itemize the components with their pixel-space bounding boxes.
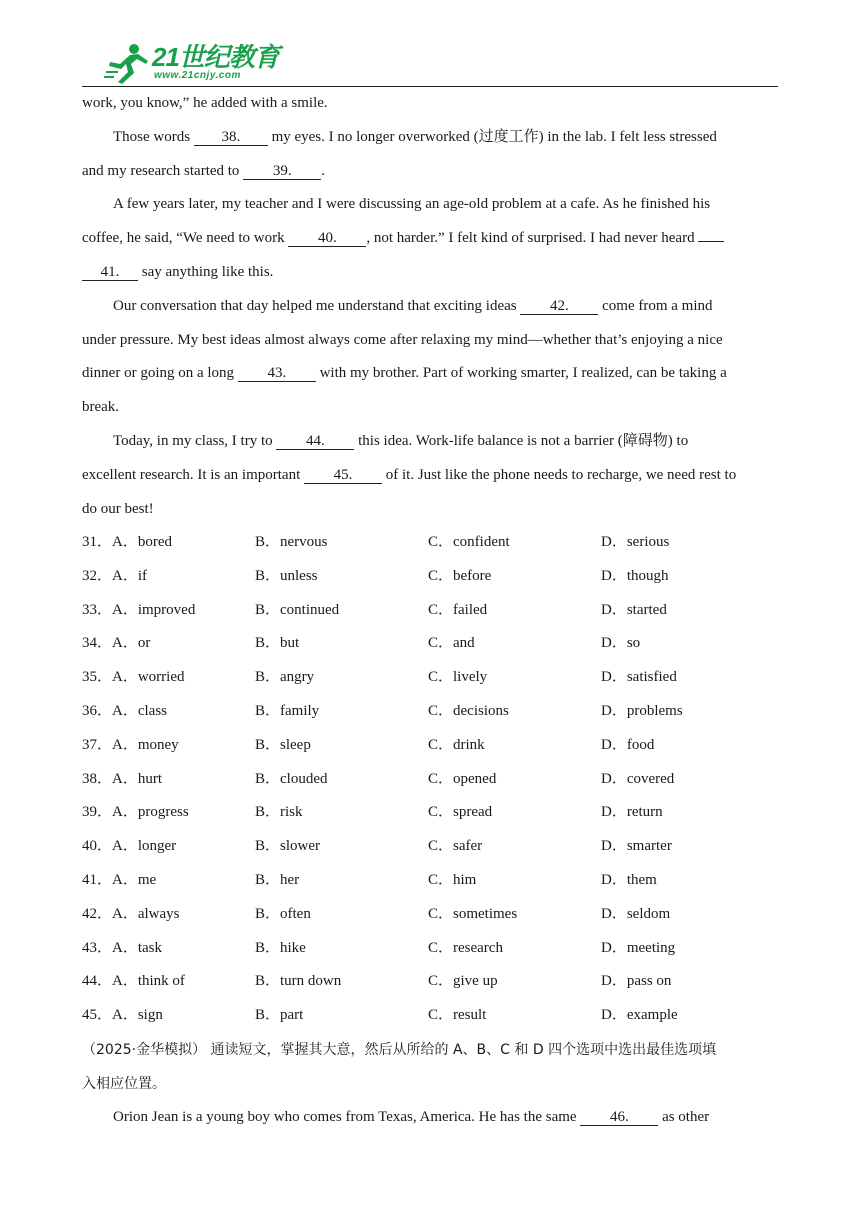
question-number: 33． (82, 601, 113, 618)
option-b[interactable]: B．her (255, 871, 300, 888)
question-number: 38． (82, 770, 113, 787)
option-c[interactable]: C．opened (428, 770, 497, 787)
blank-41-start (698, 241, 724, 242)
option-a-text[interactable]: A．if (112, 567, 148, 584)
option-c[interactable]: C．research (428, 939, 503, 956)
option-d[interactable]: D．pass on (601, 973, 672, 990)
option-d[interactable]: D．started (601, 601, 667, 618)
option-row (82, 627, 782, 661)
option-row (82, 965, 782, 999)
answer-options (82, 526, 782, 1033)
question-number: 40． (82, 838, 113, 855)
option-row (82, 594, 782, 628)
option-c[interactable]: C．and (428, 635, 475, 652)
option-a-text[interactable]: A．improved (112, 601, 196, 618)
question-number: 44． (82, 973, 113, 990)
question-number: 34． (82, 635, 113, 652)
passage-line: excellent research. It is an important 45. of it. Just like the phone needs to recharge, we need rest to (82, 466, 737, 483)
option-b[interactable]: B．family (255, 702, 320, 719)
passage-line: Orion Jean is a young boy who comes from Texas, America. He has the same 46. as other (113, 1109, 710, 1125)
option-a[interactable] (82, 763, 162, 797)
question-number: 43． (82, 939, 113, 956)
page-header (82, 38, 778, 87)
option-a-text[interactable]: A．think of (112, 973, 185, 990)
question-number: 42． (82, 905, 113, 922)
option-a[interactable] (82, 526, 172, 560)
option-a-text[interactable]: A．money (112, 736, 179, 753)
option-d[interactable]: D．seldom (601, 905, 671, 922)
option-d[interactable]: D．example (601, 1007, 678, 1024)
question-number: 35． (82, 669, 113, 686)
option-b[interactable]: B．unless (255, 567, 318, 584)
option-d[interactable]: D．return (601, 804, 663, 821)
option-a[interactable] (82, 965, 185, 999)
option-b[interactable]: B．but (255, 635, 300, 652)
blank-40: 40. (288, 230, 366, 247)
option-c[interactable]: C．decisions (428, 702, 509, 719)
logo-url-text: www.21cnjy.com (154, 70, 241, 81)
option-row (82, 695, 782, 729)
option-a[interactable] (82, 560, 147, 594)
passage-line: 41. say anything like this. (82, 256, 782, 290)
question-number: 37． (82, 736, 113, 753)
option-a-text[interactable]: A．always (112, 905, 180, 922)
option-b[interactable]: B．hike (255, 939, 306, 956)
option-d[interactable]: D．so (601, 635, 641, 652)
question-number: 39． (82, 804, 113, 821)
option-d[interactable]: D．satisfied (601, 669, 677, 686)
passage-line: do our best! (82, 500, 154, 517)
option-d[interactable]: D．them (601, 871, 657, 888)
option-b[interactable]: B．sleep (255, 736, 311, 753)
instruction-line: 入相应位置。 (82, 1075, 166, 1092)
option-a[interactable] (82, 864, 156, 898)
option-b[interactable]: B．often (255, 905, 311, 922)
passage-line: work, you know,” he added with a smile. (82, 95, 328, 111)
passage-line: Today, in my class, I try to 44. this idea. Work-life balance is not a barrier (障碍物) to (113, 432, 689, 449)
option-a[interactable] (82, 898, 180, 932)
passage-line: Those words 38. my eyes. I no longer overworked (过度工作) in the lab. I felt less stressed (113, 128, 717, 145)
option-row (82, 796, 782, 830)
option-c[interactable]: C．safer (428, 838, 483, 855)
next-passage (82, 1101, 782, 1135)
option-a-text[interactable]: A．worried (112, 669, 185, 686)
option-a-text[interactable]: A．bored (112, 534, 173, 550)
option-a[interactable] (82, 796, 189, 830)
passage-line: break. (82, 399, 120, 416)
blank-44: 44. (276, 433, 354, 450)
option-c[interactable]: C．result (428, 1007, 487, 1024)
option-a[interactable] (82, 627, 150, 661)
option-a[interactable] (82, 594, 195, 628)
option-a-text[interactable]: A．or (112, 635, 151, 652)
option-a[interactable] (82, 932, 162, 966)
option-row (82, 661, 782, 695)
option-c[interactable]: C．sometimes (428, 905, 518, 922)
option-row (82, 526, 782, 560)
option-a-text[interactable]: A．me (112, 871, 157, 888)
passage-line: under pressure. My best ideas almost always come after relaxing my mind—whether that’s enjoying a nice (82, 331, 723, 348)
question-number: 45． (82, 1007, 113, 1024)
blank-38: 38. (194, 129, 268, 146)
option-b[interactable]: B．risk (255, 804, 303, 821)
option-a[interactable] (82, 661, 185, 695)
option-a[interactable] (82, 695, 167, 729)
option-a-text[interactable]: A．progress (112, 804, 189, 821)
option-d[interactable]: D．covered (601, 770, 675, 787)
option-a-text[interactable]: A．class (112, 702, 168, 719)
question-number: 31． (82, 534, 113, 550)
site-logo (104, 42, 304, 84)
option-d[interactable]: D．serious (601, 534, 670, 550)
option-d[interactable]: D．problems (601, 702, 683, 719)
option-a-text[interactable]: A．longer (112, 838, 177, 855)
option-row (82, 932, 782, 966)
option-c[interactable]: C．give up (428, 973, 498, 990)
option-row (82, 763, 782, 797)
option-b[interactable]: B．nervous (255, 534, 328, 550)
option-c[interactable]: C．before (428, 567, 492, 584)
blank-45: 45. (304, 467, 382, 484)
question-number: 36． (82, 702, 113, 719)
option-a[interactable] (82, 729, 179, 763)
question-number: 32． (82, 567, 113, 584)
blank-39: 39. (243, 163, 321, 180)
option-a-text[interactable]: A．hurt (112, 770, 163, 787)
passage (82, 87, 782, 526)
option-row (82, 830, 782, 864)
option-c[interactable]: C．him (428, 871, 477, 888)
blank-46: 46. (580, 1109, 658, 1126)
option-row (82, 999, 782, 1033)
blank-43: 43. (238, 365, 316, 382)
option-b[interactable]: B．angry (255, 669, 315, 686)
option-b[interactable]: B．slower (255, 838, 320, 855)
question-number: 41． (82, 871, 113, 888)
option-row (82, 729, 782, 763)
option-a-text[interactable]: A．sign (112, 1007, 163, 1024)
option-c[interactable]: C．spread (428, 804, 493, 821)
logo-main-text: 21世纪教育 (152, 42, 279, 72)
option-b[interactable]: B．part (255, 1007, 304, 1024)
instruction-line: （2025·金华模拟） 通读短文，掌握其大意，然后从所给的 A、B、C 和 D 四个选项中选出最佳选项填 (82, 1042, 717, 1058)
option-c[interactable]: C．drink (428, 736, 485, 753)
option-row (82, 898, 782, 932)
option-b[interactable]: B．continued (255, 601, 340, 618)
option-row (82, 560, 782, 594)
blank-41: 41. (82, 264, 138, 281)
option-a[interactable] (82, 999, 163, 1033)
option-row (82, 864, 782, 898)
passage-line: and my research started to 39. . (82, 162, 325, 179)
passage-line: dinner or going on a long 43. with my brother. Part of working smarter, I realized, can be taking a (82, 365, 727, 382)
option-c[interactable]: C．failed (428, 601, 488, 618)
passage-line: A few years later, my teacher and I were discussing an age-old problem at a cafe. As he finished his (113, 196, 711, 213)
option-c[interactable]: C．confident (428, 534, 510, 550)
option-d[interactable]: D．smarter (601, 838, 672, 855)
option-b[interactable]: B．clouded (255, 770, 328, 787)
passage-line: coffee, he said, “We need to work 40. , not harder.” I felt kind of surprised. I had never heard (82, 222, 782, 256)
blank-42: 42. (520, 298, 598, 315)
passage-line: Our conversation that day helped me understand that exciting ideas 42. come from a mind (113, 297, 713, 314)
option-d[interactable]: D．meeting (601, 939, 676, 956)
option-d[interactable]: D．though (601, 567, 669, 584)
option-d[interactable]: D．food (601, 736, 655, 753)
option-b[interactable]: B．turn down (255, 973, 342, 990)
option-c[interactable]: C．lively (428, 669, 488, 686)
runner-logo-icon (104, 42, 152, 84)
section-instructions (82, 1034, 782, 1102)
option-a[interactable] (82, 830, 176, 864)
option-a-text[interactable]: A．task (112, 939, 163, 956)
